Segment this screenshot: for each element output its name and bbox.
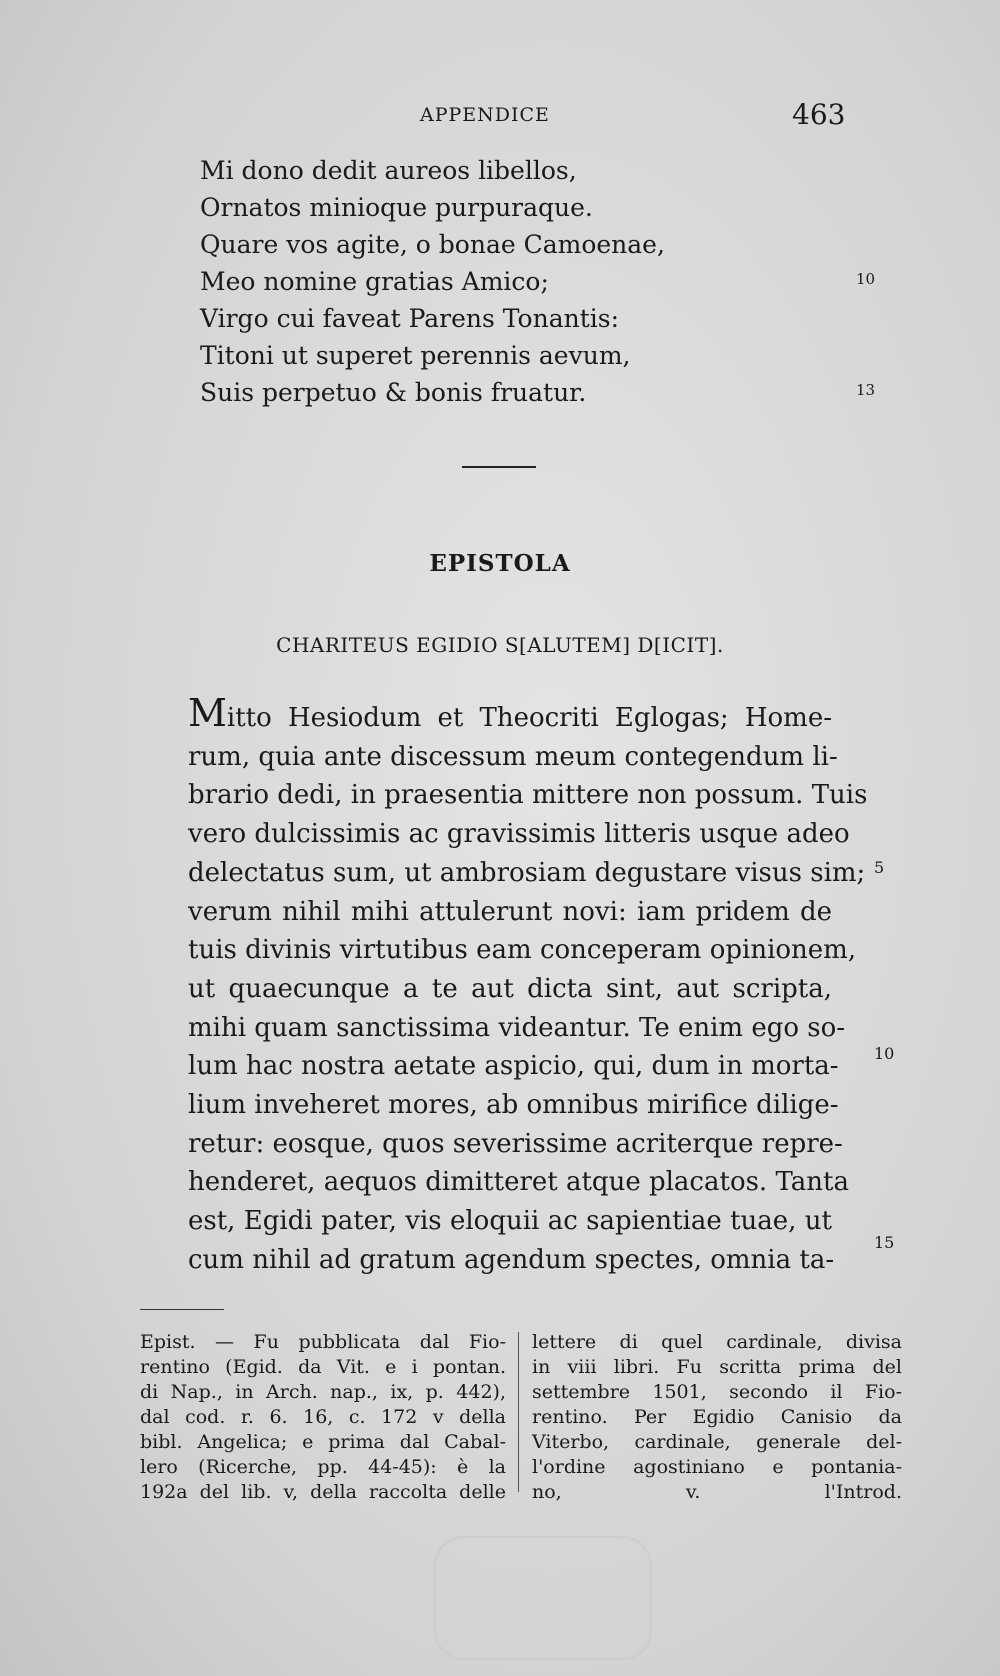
prose-line: brario dedi, in praesentia mittere non possum. Tuis: [188, 780, 868, 811]
footnote-line: 192a del lib. v, della raccolta delle: [140, 1481, 506, 1503]
prose-line: tuis divinis virtutibus eam conceperam opinionem,: [188, 935, 857, 966]
verse-line: Virgo cui faveat Parens Tonantis:: [200, 304, 619, 333]
footnote-line: bibl. Angelica; e prima dal Cabal-: [140, 1431, 506, 1453]
prose-line-number: 15: [874, 1233, 895, 1252]
footnote-line: rentino. Per Egidio Canisio da: [532, 1406, 902, 1428]
footnote-line: in viii libri. Fu scritta prima del: [532, 1356, 902, 1378]
salutation: CHARITEUS EGIDIO S[ALUTEM] D[ICIT].: [276, 633, 724, 657]
prose-line-number: 5: [874, 858, 885, 877]
library-stamp: [434, 1536, 652, 1660]
footnote-line: lettere di quel cardinale, divisa: [532, 1331, 902, 1353]
section-title: EPISTOLA: [429, 550, 571, 577]
verse-line: Quare vos agite, o bonae Camoenae,: [200, 230, 665, 259]
column-divider: [518, 1332, 519, 1492]
prose-line: ut quaecunque a te aut dicta sint, aut scripta,: [188, 973, 832, 1004]
prose-line: [188, 691, 832, 738]
footnote-rule: [140, 1309, 224, 1310]
prose-line: cum nihil ad gratum agendum spectes, omnia ta-: [188, 1244, 835, 1275]
footnote-line: Epist. — Fu pubblicata dal Fio-: [140, 1331, 506, 1353]
prose-line-number: 10: [874, 1044, 895, 1063]
first-line-text: itto Hesiodum et Theocriti Eglogas; Home-: [226, 703, 832, 733]
drop-cap: M: [188, 691, 227, 735]
verse-line: Ornatos minioque purpuraque.: [200, 193, 593, 222]
footnote-line: lero (Ricerche, pp. 44-45): è la: [140, 1456, 506, 1478]
verse-block: [200, 152, 665, 411]
footnote-line: settembre 1501, secondo il Fio-: [532, 1381, 902, 1403]
section-divider: [462, 466, 536, 468]
prose-line: est, Egidi pater, vis eloquii ac sapientiae tuae, ut: [188, 1206, 832, 1237]
footnote-line: no, v. l'Introd.: [532, 1481, 902, 1503]
prose-line: mihi quam sanctissima videantur. Te enim ego so-: [188, 1012, 846, 1043]
running-title: APPENDICE: [420, 104, 550, 126]
footnote-line: Viterbo, cardinale, generale del-: [532, 1431, 902, 1453]
prose-line: henderet, aequos dimitteret atque placatos. Tanta: [188, 1167, 849, 1198]
verse-line: Titoni ut superet perennis aevum,: [200, 341, 631, 370]
page-number: 463: [792, 98, 846, 131]
verse-line: Meo nomine gratias Amico;: [200, 267, 549, 296]
footnote-line: rentino (Egid. da Vit. e i pontan.: [140, 1356, 506, 1378]
prose-line: lum hac nostra aetate aspicio, qui, dum in morta-: [188, 1051, 839, 1082]
footnote-line: dal cod. r. 6. 16, c. 172 v della: [140, 1406, 506, 1428]
verse-line-number: 10: [856, 270, 876, 288]
footnote-line: di Nap., in Arch. nap., ix, p. 442),: [140, 1381, 506, 1403]
prose-line: rum, quia ante discessum meum contegendum li-: [188, 741, 838, 772]
verse-line-number: 13: [856, 381, 876, 399]
prose-line: verum nihil mihi attulerunt novi: iam pridem de: [188, 896, 832, 927]
verse-line: Mi dono dedit aureos libellos,: [200, 156, 577, 185]
prose-line: delectatus sum, ut ambrosiam degustare visus sim;: [188, 857, 866, 888]
prose-line: retur: eosque, quos severissime acriterque repre-: [188, 1128, 843, 1159]
prose-line: lium inveheret mores, ab omnibus mirifice dilige-: [188, 1090, 839, 1121]
verse-line: Suis perpetuo & bonis fruatur.: [200, 378, 587, 407]
prose-line: vero dulcissimis ac gravissimis litteris usque adeo: [188, 819, 850, 850]
footnote-left-column: [140, 1330, 506, 1505]
letter-body: [188, 691, 868, 1280]
footnote-right-column: [532, 1330, 902, 1505]
footnote-line: l'ordine agostiniano e pontania-: [532, 1456, 902, 1478]
